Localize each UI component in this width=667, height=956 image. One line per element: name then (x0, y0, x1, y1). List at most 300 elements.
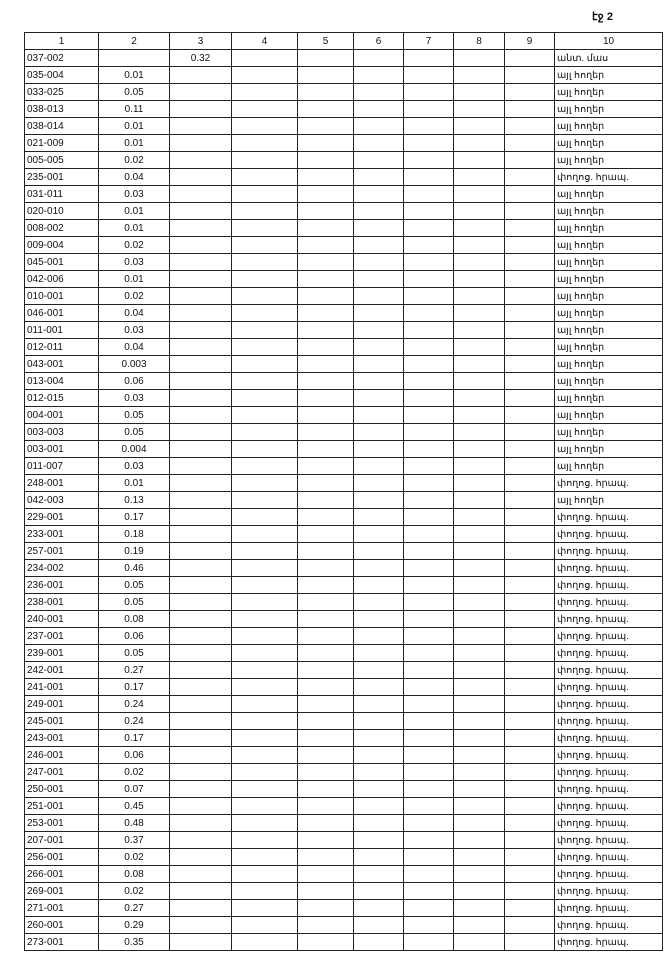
cell (454, 594, 505, 611)
cell (354, 475, 404, 492)
cell (354, 730, 404, 747)
cell (404, 628, 454, 645)
land-type-cell: այլ հողեր (555, 84, 663, 101)
cell (454, 101, 505, 118)
cell (232, 849, 298, 866)
cell (354, 577, 404, 594)
cell (298, 798, 354, 815)
cell (454, 730, 505, 747)
cell (505, 577, 555, 594)
cell (505, 849, 555, 866)
land-type-cell: այլ հողեր (555, 101, 663, 118)
cell (232, 560, 298, 577)
cell (232, 594, 298, 611)
area-col3-cell (170, 679, 232, 696)
cell (232, 84, 298, 101)
cell (298, 101, 354, 118)
area-col3-cell (170, 339, 232, 356)
parcel-code-cell: 239-001 (25, 645, 99, 662)
area-cell: 0.03 (99, 254, 170, 271)
cell (454, 866, 505, 883)
parcel-code-cell: 248-001 (25, 475, 99, 492)
area-col3-cell (170, 883, 232, 900)
cell (404, 917, 454, 934)
land-type-cell: փողոց. հրապ. (555, 645, 663, 662)
cell (454, 883, 505, 900)
cell (404, 475, 454, 492)
land-type-cell: այլ հողեր (555, 118, 663, 135)
cell (404, 730, 454, 747)
area-cell: 0.02 (99, 237, 170, 254)
cell (505, 543, 555, 560)
land-type-cell: այլ հողեր (555, 186, 663, 203)
area-cell: 0.01 (99, 475, 170, 492)
cell (404, 84, 454, 101)
parcel-code-cell: 009-004 (25, 237, 99, 254)
cell (232, 781, 298, 798)
area-col3-cell (170, 356, 232, 373)
cell (232, 764, 298, 781)
cell (454, 271, 505, 288)
area-col3-cell (170, 900, 232, 917)
cell (298, 594, 354, 611)
cell (354, 849, 404, 866)
parcel-code-cell: 020-010 (25, 203, 99, 220)
area-col3-cell (170, 832, 232, 849)
area-col3-cell (170, 492, 232, 509)
parcel-code-cell: 235-001 (25, 169, 99, 186)
table-row (25, 849, 663, 866)
header-row (25, 33, 663, 50)
table-row (25, 543, 663, 560)
table-row (25, 220, 663, 237)
table-row (25, 560, 663, 577)
parcel-code-cell: 012-015 (25, 390, 99, 407)
cell (404, 883, 454, 900)
land-type-cell: փողոց. հրապ. (555, 781, 663, 798)
cell (505, 135, 555, 152)
cell (298, 288, 354, 305)
cell (505, 917, 555, 934)
area-cell: 0.03 (99, 186, 170, 203)
cell (232, 611, 298, 628)
cell (505, 764, 555, 781)
area-cell: 0.05 (99, 645, 170, 662)
table-row (25, 407, 663, 424)
table-row (25, 373, 663, 390)
cell (404, 849, 454, 866)
cell (454, 764, 505, 781)
parcel-code-cell: 012-011 (25, 339, 99, 356)
area-col3-cell (170, 781, 232, 798)
area-cell: 0.45 (99, 798, 170, 815)
cell (298, 662, 354, 679)
area-col3-cell (170, 815, 232, 832)
table-row (25, 577, 663, 594)
parcel-code-cell: 207-001 (25, 832, 99, 849)
cell (404, 458, 454, 475)
cell (454, 237, 505, 254)
land-type-cell: փողոց. հրապ. (555, 696, 663, 713)
area-col3-cell (170, 747, 232, 764)
column-header: 4 (232, 33, 298, 50)
cell (505, 934, 555, 951)
cell (298, 271, 354, 288)
area-cell (99, 50, 170, 67)
cell (232, 390, 298, 407)
cell (505, 679, 555, 696)
cell (454, 900, 505, 917)
parcel-code-cell: 003-003 (25, 424, 99, 441)
cell (505, 441, 555, 458)
cell (298, 747, 354, 764)
land-type-cell: փողոց. հրապ. (555, 883, 663, 900)
cell (454, 696, 505, 713)
parcel-code-cell: 237-001 (25, 628, 99, 645)
cell (232, 883, 298, 900)
cell (232, 67, 298, 84)
cell (232, 645, 298, 662)
area-cell: 0.04 (99, 339, 170, 356)
cell (354, 628, 404, 645)
area-col3-cell (170, 696, 232, 713)
cell (505, 373, 555, 390)
cell (505, 356, 555, 373)
cell (404, 101, 454, 118)
column-header: 1 (25, 33, 99, 50)
land-type-cell: փողոց. հրապ. (555, 526, 663, 543)
land-type-cell: այլ հողեր (555, 407, 663, 424)
land-type-cell: փողոց. հրապ. (555, 798, 663, 815)
area-col3-cell (170, 288, 232, 305)
cell (505, 492, 555, 509)
land-type-cell: այլ հողեր (555, 203, 663, 220)
area-cell: 0.19 (99, 543, 170, 560)
cell (454, 628, 505, 645)
land-type-cell: փողոց. հրապ. (555, 679, 663, 696)
cell (298, 713, 354, 730)
parcel-code-cell: 233-001 (25, 526, 99, 543)
area-cell: 0.17 (99, 679, 170, 696)
land-type-cell: փողոց. հրապ. (555, 730, 663, 747)
cell (298, 866, 354, 883)
cell (454, 747, 505, 764)
cell (232, 339, 298, 356)
cell (298, 526, 354, 543)
table-row (25, 628, 663, 645)
area-cell: 0.06 (99, 747, 170, 764)
cell (505, 883, 555, 900)
cell (298, 339, 354, 356)
cell (404, 203, 454, 220)
cell (232, 169, 298, 186)
cell (505, 84, 555, 101)
cell (454, 424, 505, 441)
cell (298, 220, 354, 237)
cell (404, 866, 454, 883)
land-type-cell: այլ հողեր (555, 135, 663, 152)
parcel-code-cell: 042-006 (25, 271, 99, 288)
cell (298, 815, 354, 832)
cell (232, 679, 298, 696)
area-col3-cell (170, 118, 232, 135)
area-cell: 0.05 (99, 594, 170, 611)
column-header: 10 (555, 33, 663, 50)
land-type-cell: այլ հողեր (555, 288, 663, 305)
area-cell: 0.35 (99, 934, 170, 951)
cell (404, 373, 454, 390)
cell (454, 662, 505, 679)
area-cell: 0.08 (99, 611, 170, 628)
cell (298, 84, 354, 101)
table-row (25, 186, 663, 203)
cell (505, 866, 555, 883)
table-row (25, 679, 663, 696)
cell (454, 84, 505, 101)
cell (505, 67, 555, 84)
cell (232, 288, 298, 305)
cell (298, 764, 354, 781)
area-cell: 0.01 (99, 67, 170, 84)
cell (232, 713, 298, 730)
cell (404, 815, 454, 832)
cell (505, 628, 555, 645)
parcel-code-cell: 247-001 (25, 764, 99, 781)
area-cell: 0.05 (99, 577, 170, 594)
cell (505, 169, 555, 186)
cell (354, 560, 404, 577)
area-col3-cell (170, 577, 232, 594)
area-col3-cell (170, 475, 232, 492)
cell (354, 441, 404, 458)
cell (232, 135, 298, 152)
land-type-cell: այլ հողեր (555, 424, 663, 441)
parcel-code-cell: 271-001 (25, 900, 99, 917)
cell (232, 203, 298, 220)
cell (232, 220, 298, 237)
cell (404, 798, 454, 815)
cell (454, 526, 505, 543)
area-col3-cell (170, 458, 232, 475)
table-row (25, 458, 663, 475)
cell (354, 288, 404, 305)
cell (404, 662, 454, 679)
area-cell: 0.08 (99, 866, 170, 883)
area-col3-cell (170, 441, 232, 458)
table-row (25, 730, 663, 747)
area-col3-cell (170, 798, 232, 815)
parcel-code-cell: 042-003 (25, 492, 99, 509)
cell (454, 220, 505, 237)
land-type-cell: այլ հողեր (555, 322, 663, 339)
area-cell: 0.17 (99, 509, 170, 526)
area-cell: 0.37 (99, 832, 170, 849)
area-col3-cell (170, 101, 232, 118)
parcel-code-cell: 031-011 (25, 186, 99, 203)
cell (454, 169, 505, 186)
parcel-code-cell: 245-001 (25, 713, 99, 730)
table-row (25, 101, 663, 118)
land-type-cell: այլ հողեր (555, 254, 663, 271)
cell (454, 305, 505, 322)
parcel-code-cell: 266-001 (25, 866, 99, 883)
table-row (25, 764, 663, 781)
cell (354, 135, 404, 152)
cell (232, 424, 298, 441)
table-row (25, 696, 663, 713)
cell (354, 526, 404, 543)
cell (232, 305, 298, 322)
cell (232, 373, 298, 390)
cell (232, 50, 298, 67)
parcel-code-cell: 035-004 (25, 67, 99, 84)
cell (454, 849, 505, 866)
cell (505, 832, 555, 849)
area-cell: 0.48 (99, 815, 170, 832)
cell (354, 832, 404, 849)
table-row (25, 526, 663, 543)
land-type-cell: այլ հողեր (555, 492, 663, 509)
cell (354, 390, 404, 407)
area-cell: 0.03 (99, 322, 170, 339)
table-row (25, 713, 663, 730)
area-col3-cell (170, 866, 232, 883)
cell (354, 356, 404, 373)
cell (298, 883, 354, 900)
cell (404, 118, 454, 135)
cell (298, 475, 354, 492)
cell (298, 492, 354, 509)
area-cell: 0.02 (99, 288, 170, 305)
cell (232, 237, 298, 254)
column-header: 3 (170, 33, 232, 50)
cell (232, 832, 298, 849)
parcel-code-cell: 236-001 (25, 577, 99, 594)
cell (404, 254, 454, 271)
cell (454, 509, 505, 526)
cell (298, 390, 354, 407)
parcel-code-cell: 257-001 (25, 543, 99, 560)
area-cell: 0.24 (99, 713, 170, 730)
land-type-cell: փողոց. հրապ. (555, 832, 663, 849)
area-cell: 0.003 (99, 356, 170, 373)
cell (298, 424, 354, 441)
cell (354, 696, 404, 713)
cell (232, 577, 298, 594)
table-row (25, 866, 663, 883)
cell (354, 866, 404, 883)
cell (232, 271, 298, 288)
cell (505, 101, 555, 118)
cell (354, 458, 404, 475)
cell (354, 339, 404, 356)
land-type-cell: փողոց. հրապ. (555, 747, 663, 764)
column-header: 2 (99, 33, 170, 50)
cell (298, 509, 354, 526)
area-col3-cell (170, 611, 232, 628)
area-col3-cell (170, 390, 232, 407)
cell (404, 781, 454, 798)
cell (404, 169, 454, 186)
cell (354, 118, 404, 135)
column-header: 9 (505, 33, 555, 50)
cell (298, 441, 354, 458)
land-type-cell: այլ հողեր (555, 356, 663, 373)
cell (298, 152, 354, 169)
area-col3-cell (170, 407, 232, 424)
cell (454, 186, 505, 203)
cell (354, 305, 404, 322)
cell (232, 186, 298, 203)
parcel-code-cell: 253-001 (25, 815, 99, 832)
table-row (25, 424, 663, 441)
cell (505, 237, 555, 254)
table-row (25, 203, 663, 220)
area-cell: 0.29 (99, 917, 170, 934)
cell (298, 577, 354, 594)
cell (454, 560, 505, 577)
table-row (25, 356, 663, 373)
table-row (25, 135, 663, 152)
land-type-cell: այլ հողեր (555, 373, 663, 390)
area-col3-cell (170, 271, 232, 288)
cell (404, 67, 454, 84)
cell (454, 356, 505, 373)
cell (298, 900, 354, 917)
area-cell: 0.01 (99, 271, 170, 288)
table-row (25, 67, 663, 84)
cell (232, 628, 298, 645)
land-type-cell: այլ հողեր (555, 441, 663, 458)
cell (232, 815, 298, 832)
cell (404, 356, 454, 373)
cell (298, 560, 354, 577)
cell (354, 373, 404, 390)
cell (232, 866, 298, 883)
parcel-code-cell: 260-001 (25, 917, 99, 934)
cell (298, 917, 354, 934)
cell (454, 339, 505, 356)
cell (232, 662, 298, 679)
cell (454, 390, 505, 407)
area-col3-cell (170, 543, 232, 560)
parcel-code-cell: 240-001 (25, 611, 99, 628)
area-cell: 0.18 (99, 526, 170, 543)
cell (505, 305, 555, 322)
land-type-cell: փողոց. հրապ. (555, 815, 663, 832)
area-col3-cell (170, 322, 232, 339)
area-cell: 0.07 (99, 781, 170, 798)
cell (298, 67, 354, 84)
area-cell: 0.01 (99, 220, 170, 237)
parcel-code-cell: 269-001 (25, 883, 99, 900)
land-type-cell: այլ հողեր (555, 152, 663, 169)
cell (505, 50, 555, 67)
cell (298, 543, 354, 560)
area-col3-cell (170, 220, 232, 237)
cell (404, 526, 454, 543)
cell (454, 815, 505, 832)
table-row (25, 118, 663, 135)
area-cell: 0.06 (99, 373, 170, 390)
parcel-code-cell: 033-025 (25, 84, 99, 101)
cell (298, 169, 354, 186)
area-cell: 0.05 (99, 407, 170, 424)
table-row (25, 271, 663, 288)
cell (505, 611, 555, 628)
area-cell: 0.02 (99, 883, 170, 900)
parcel-code-cell: 246-001 (25, 747, 99, 764)
